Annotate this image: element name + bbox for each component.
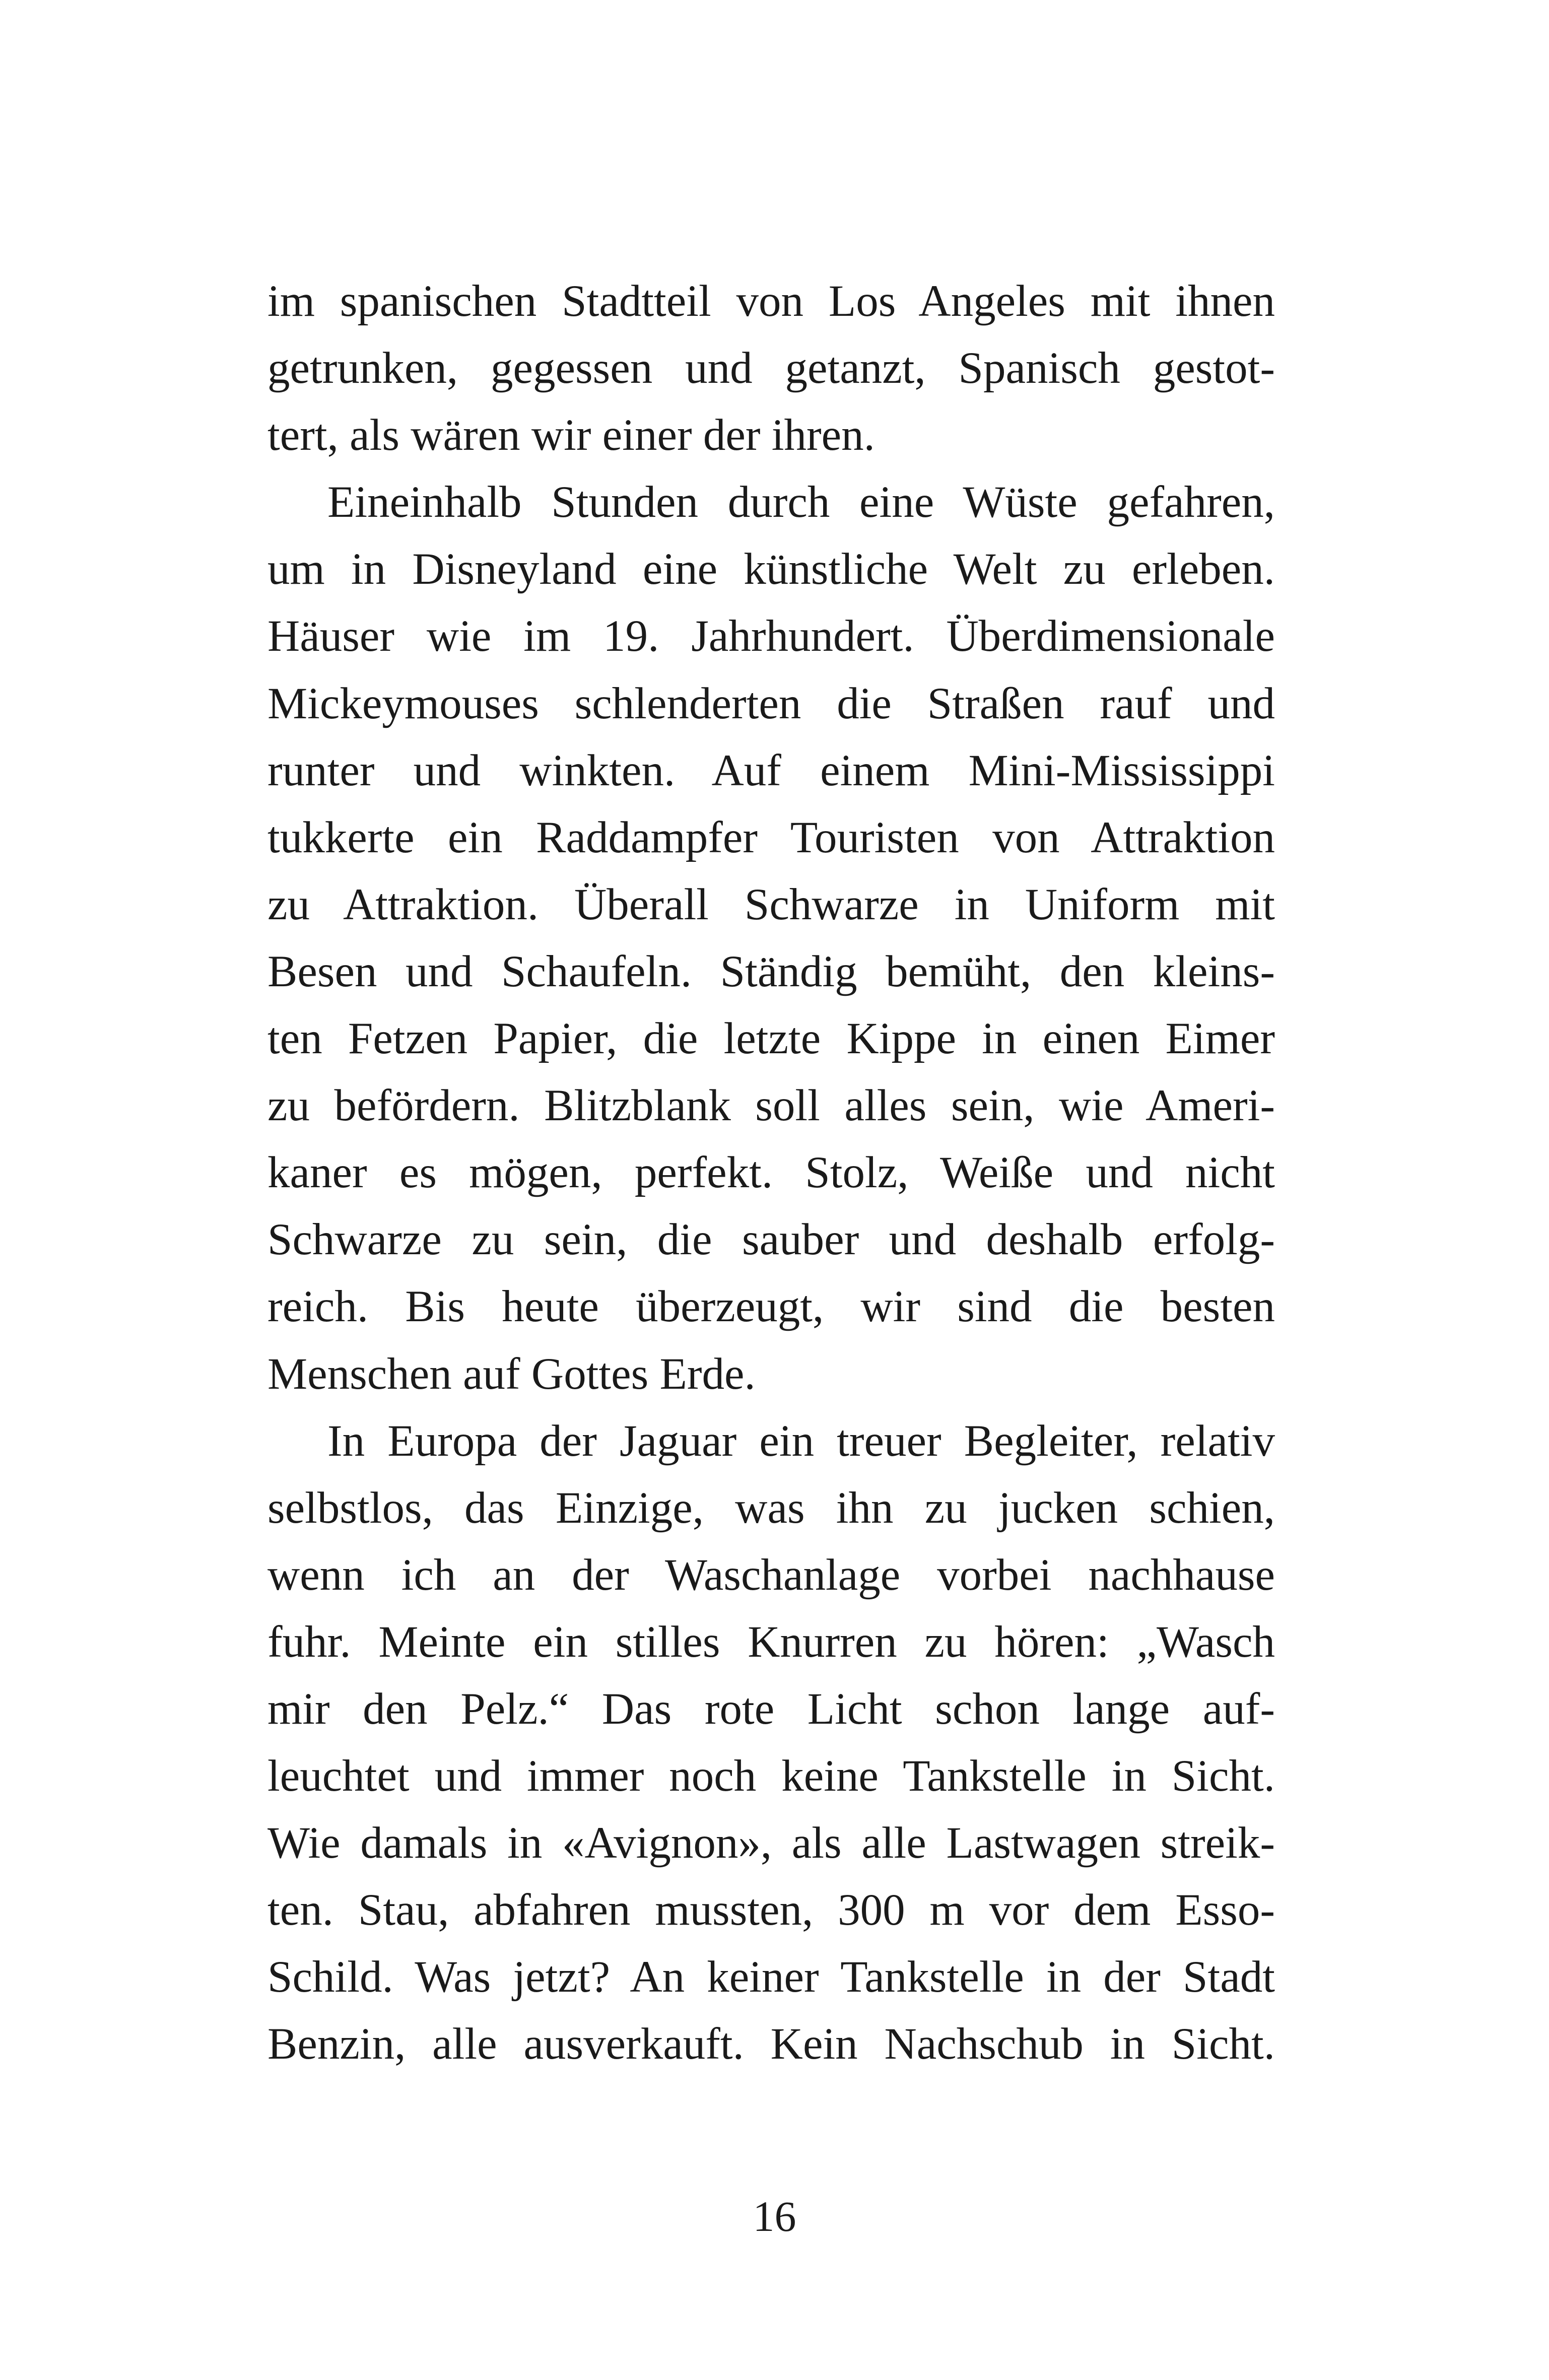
page-number: 16 [753,2192,796,2240]
text-line: Eineinhalb Stunden durch eine Wüste gefahren, [327,478,1275,527]
text-line: fuhr. Meinte ein stilles Knurren zu hören: „Wasch [267,1617,1275,1667]
body-text [267,268,1275,2078]
text-line: um in Disneyland eine künstliche Welt zu erleben. [267,545,1275,594]
text-line: Besen und Schaufeln. Ständig bemüht, den kleins- [267,946,1275,996]
text-line: Schwarze zu sein, die sauber und deshalb erfolg- [267,1215,1275,1265]
text-line: Wie damals in «Avignon», als alle Lastwagen streik- [267,1818,1275,1868]
text-line: runter und winkten. Auf einem Mini-Mississippi [267,745,1275,795]
text-line: Schild. Was jetzt? An keiner Tankstelle in der Stadt [267,1952,1275,2002]
text-line: zu Attraktion. Überall Schwarze in Uniform mit [267,879,1275,929]
text-line: zu befördern. Blitzblank soll alles sein, wie Ameri- [267,1081,1275,1131]
text-line: tukkerte ein Raddampfer Touristen von Attraktion [267,812,1275,862]
text-line: mir den Pelz.“ Das rote Licht schon lange auf- [267,1684,1275,1734]
text-line: selbstlos, das Einzige, was ihn zu jucken schien, [267,1483,1275,1533]
text-line: Menschen auf Gottes Erde. [267,1349,756,1399]
text-line: kaner es mögen, perfekt. Stolz, Weiße und nicht [267,1148,1275,1198]
text-line: ten Fetzen Papier, die letzte Kippe in einen Eimer [267,1014,1275,1064]
text-line: leuchtet und immer noch keine Tankstelle in Sicht. [267,1751,1275,1801]
text-line: reich. Bis heute überzeugt, wir sind die besten [267,1282,1275,1332]
text-line: getrunken, gegessen und getanzt, Spanisch gestot- [267,344,1275,393]
text-line: wenn ich an der Waschanlage vorbei nachhause [267,1550,1275,1600]
text-line: tert, als wären wir einer der ihren. [267,411,875,460]
text-line: In Europa der Jaguar ein treuer Begleiter, relativ [327,1416,1275,1466]
text-line: Benzin, alle ausverkauft. Kein Nachschub in Sicht. [267,2019,1275,2069]
text-line: ten. Stau, abfahren mussten, 300 m vor dem Esso- [267,1885,1275,1935]
text-line: Mickeymouses schlenderten die Straßen rauf und [267,678,1275,728]
text-line: im spanischen Stadtteil von Los Angeles mit ihnen [267,277,1275,326]
text-line: Häuser wie im 19. Jahrhundert. Überdimensionale [267,611,1275,661]
